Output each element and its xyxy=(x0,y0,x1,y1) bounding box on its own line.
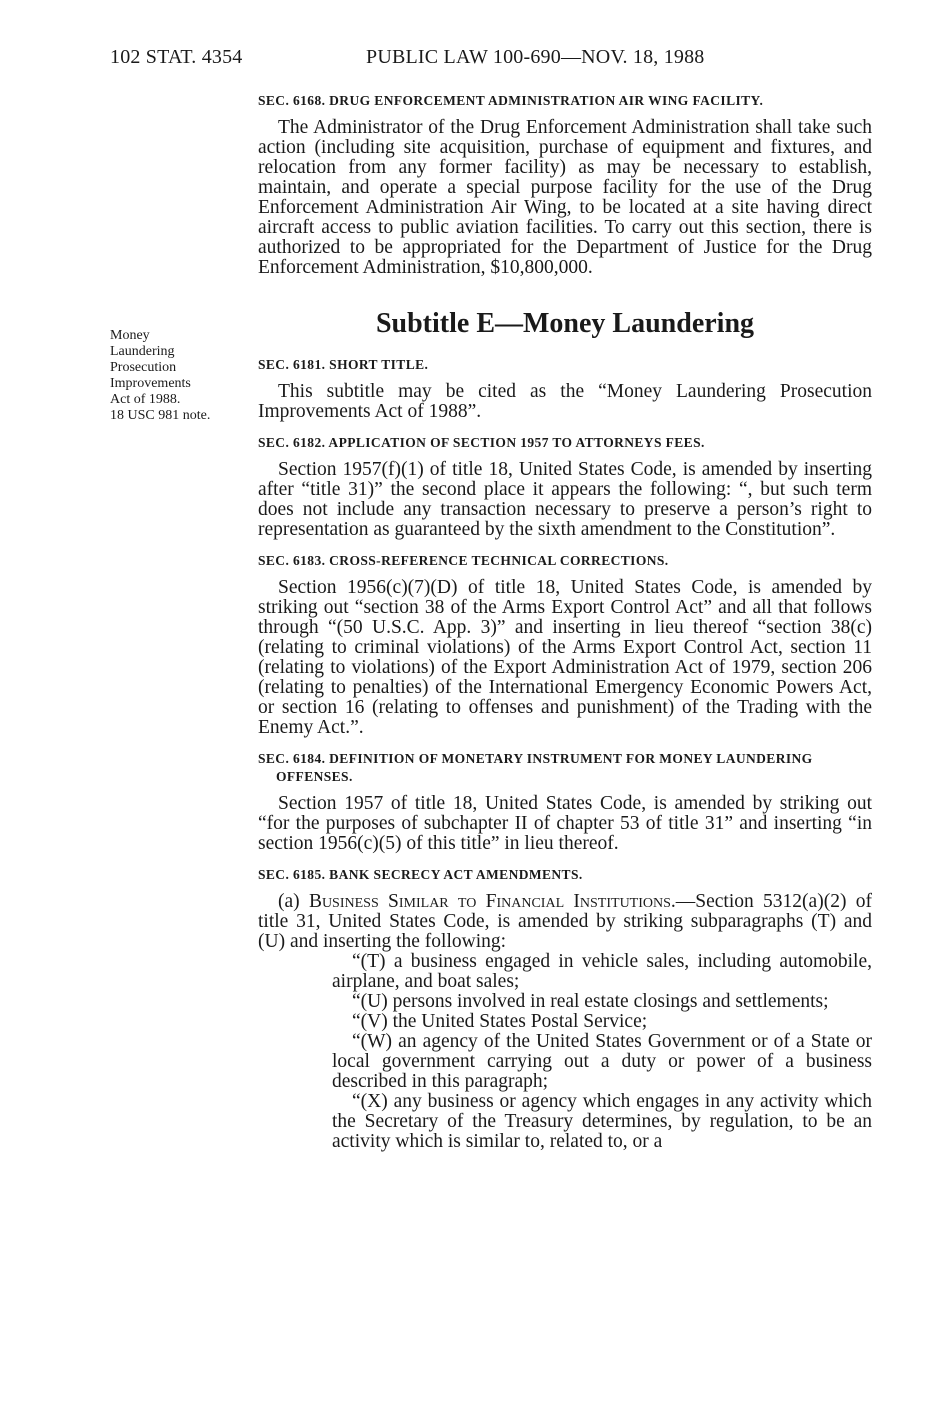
section-6184-text: Section 1957 of title 18, United States Code, is amended by striking out “for the purposes of subchapter II of chapter 53 of title 31” and inserting “in section 1956(c)(5) of this title” in lieu thereof. xyxy=(258,793,872,854)
subsection-a-text: —Section 5312(a)(2) of title 31, United States Code, is amended by striking subparagraphs (T) and (U) and inserting the following: xyxy=(258,891,872,952)
quoted-item-t: “(T) a business engaged in vehicle sales, including automobile, airplane, and boat sales; xyxy=(332,951,872,992)
margin-note-line: 18 USC 981 note. xyxy=(110,408,211,423)
subtitle-heading: Subtitle E—Money Laundering xyxy=(375,308,755,339)
section-6182-heading: SEC. 6182. APPLICATION OF SECTION 1957 TO ATTORNEYS FEES. xyxy=(258,435,705,450)
margin-note-line: Laundering xyxy=(110,344,175,359)
section-6185-subsection-a xyxy=(258,892,872,952)
quoted-item-v: “(V) the United States Postal Service; xyxy=(352,1011,648,1032)
section-6168-text: The Administrator of the Drug Enforcement Administration shall take such action (including site acquisition, purchase of equipment and fixtures, and relocation from any former facility) as may be necessary to establish, maintain, and operate a special purpose facility for the use of the Drug Enforcement Administration Air Wing, to be located at a site having direct aircraft access to public aviation facilities. To carry out this section, there is authorized to be appropriated for the Department of Justice for the Drug Enforcement Administration, $10,800,000. xyxy=(258,117,872,278)
margin-note-line: Money xyxy=(110,328,150,343)
main-column xyxy=(258,92,872,1152)
section-6168-heading: SEC. 6168. DRUG ENFORCEMENT ADMINISTRATION AIR WING FACILITY. xyxy=(258,93,764,108)
stat-page-number: 102 STAT. 4354 xyxy=(110,46,243,68)
section-6181-text: This subtitle may be cited as the “Money Laundering Prosecution Improvements Act of 1988”. xyxy=(258,381,872,422)
subsection-a-label: (a) xyxy=(278,891,309,912)
section-6183-text: Section 1956(c)(7)(D) of title 18, United States Code, is amended by striking out “section 38 of the Arms Export Control Act” and all that follows through “(50 U.S.C. App. 3)” and inserting in lieu thereof “section 38(c) (relating to criminal violations) of the Arms Export Control Act, section 11 (relating to violations) of the Export Administration Act of 1979, section 206 (relating to penalties) of the International Emergency Economic Powers Act, or section 16 (relating to offenses and punishment) of the Trading with the Enemy Act.”. xyxy=(258,577,872,738)
quoted-item-w: “(W) an agency of the United States Government or of a State or local government carrying out a duty or power of a business described in this paragraph; xyxy=(332,1031,872,1092)
section-6184-heading: SEC. 6184. DEFINITION OF MONETARY INSTRUMENT FOR MONEY LAUNDERING OFFENSES. xyxy=(258,751,813,784)
margin-note-line: Prosecution xyxy=(110,360,177,375)
margin-note xyxy=(110,328,250,424)
section-6182-text: Section 1957(f)(1) of title 18, United States Code, is amended by inserting after “title 31)” the second place it appears the following: “, but such term does not include any transaction necessary to preserve a person’s right to representation as guaranteed by the sixth amendment to the Constitution”. xyxy=(258,459,872,540)
public-law-citation: PUBLIC LAW 100-690—NOV. 18, 1988 xyxy=(366,46,705,68)
margin-note-line: Act of 1988. xyxy=(110,392,181,407)
margin-note-line: Improvements xyxy=(110,376,191,391)
quoted-item-u: “(U) persons involved in real estate closings and settlements; xyxy=(352,991,829,1012)
subsection-a-caption: Business Similar to Financial Institutions. xyxy=(308,891,676,912)
section-6185-heading: SEC. 6185. BANK SECRECY ACT AMENDMENTS. xyxy=(258,867,583,882)
quoted-item-x: “(X) any business or agency which engages in any activity which the Secretary of the Treasury determines, by regulation, to be an activity which is similar to, related to, or a xyxy=(332,1091,872,1152)
section-6181-heading: SEC. 6181. SHORT TITLE. xyxy=(258,357,429,372)
section-6183-heading: SEC. 6183. CROSS-REFERENCE TECHNICAL CORRECTIONS. xyxy=(258,553,669,568)
